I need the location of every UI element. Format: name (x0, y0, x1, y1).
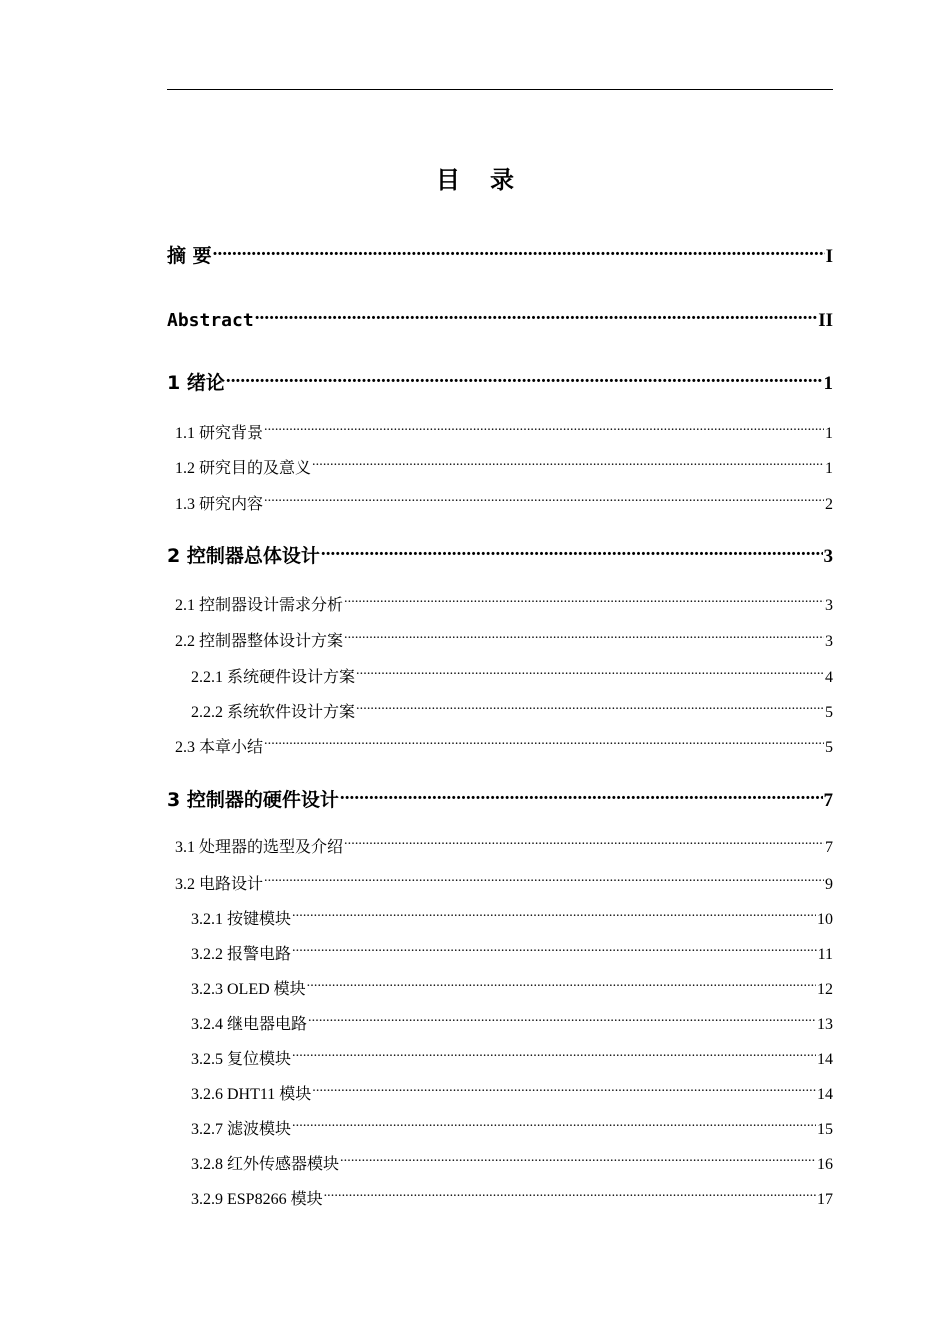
dot-leader (307, 976, 816, 994)
toc-entry-label: 1.2 研究目的及意义 (175, 460, 312, 478)
toc-entry-label: 3 控制器的硬件设计 (167, 788, 339, 811)
toc-entry-3-2-9[interactable] (167, 1186, 833, 1208)
dot-leader (213, 240, 825, 262)
toc-entry-label: 3.2.7 滤波模块 (191, 1121, 292, 1139)
toc-entry-page: 10 (817, 911, 833, 929)
dot-leader (308, 1011, 816, 1029)
toc-entry-page: 12 (817, 981, 833, 999)
toc-entry-3-2-4[interactable] (167, 1011, 833, 1033)
toc-entry-3-2-8[interactable] (167, 1151, 833, 1173)
toc-entry-3-2-1[interactable] (167, 906, 833, 928)
toc-entry-page: 3 (825, 633, 833, 651)
toc-entry-page: 5 (825, 739, 833, 757)
dot-leader (340, 1151, 816, 1169)
toc-entry-label: 2 控制器总体设计 (167, 544, 320, 567)
dot-leader (292, 1116, 816, 1134)
toc-entry-page: 3 (825, 597, 833, 615)
toc-entry-page: 1 (823, 372, 833, 394)
toc-entry-page: 11 (817, 946, 833, 964)
toc-entry-page: 9 (825, 876, 833, 894)
toc-entry-page: 16 (817, 1156, 833, 1174)
toc-entry-label: Abstract (167, 309, 254, 331)
dot-leader (324, 1186, 816, 1204)
toc-entry-label: 3.1 处理器的选型及介绍 (175, 839, 344, 857)
toc-entry-label: 3.2.5 复位模块 (191, 1051, 292, 1069)
toc-entry-3-1[interactable] (167, 834, 833, 856)
dot-leader (264, 734, 824, 752)
toc-entry-page: 14 (817, 1051, 833, 1069)
toc-entry-page: 3 (823, 545, 833, 567)
toc-entry-page: 15 (817, 1121, 833, 1139)
toc-entry-label: 3.2.6 DHT11 模块 (191, 1086, 312, 1104)
toc-entry-2-2-1[interactable] (167, 664, 833, 686)
toc-entry-label: 1.1 研究背景 (175, 425, 264, 443)
toc-entry-page: 1 (825, 460, 833, 478)
toc-entry-label: 3.2.1 按键模块 (191, 911, 292, 929)
dot-leader (344, 592, 824, 610)
toc-entry-3-2-6[interactable] (167, 1081, 833, 1103)
dot-leader (312, 455, 824, 473)
dot-leader (292, 941, 817, 959)
toc-entry-3-2-3[interactable] (167, 976, 833, 998)
toc-entry-label: 2.2 控制器整体设计方案 (175, 633, 344, 651)
dot-leader (321, 540, 823, 562)
dot-leader (292, 1046, 816, 1064)
toc-entry-label: 3.2.4 继电器电路 (191, 1016, 308, 1034)
toc-entry-abstract-cn[interactable] (167, 240, 833, 267)
toc-entry-page: 13 (817, 1016, 833, 1034)
toc-entry-chapter-1[interactable] (167, 367, 833, 394)
dot-leader (264, 491, 824, 509)
dot-leader (340, 784, 823, 806)
dot-leader (255, 304, 818, 326)
dot-leader (344, 834, 824, 852)
toc-entry-1-3[interactable] (167, 491, 833, 513)
toc-entry-page: 17 (817, 1191, 833, 1209)
toc-entry-chapter-3[interactable] (167, 784, 833, 811)
toc-entry-label: 3.2.8 红外传感器模块 (191, 1156, 340, 1174)
toc-entry-3-2[interactable] (167, 871, 833, 893)
dot-leader (292, 906, 816, 924)
dot-leader (226, 367, 823, 389)
toc-entry-label: 2.2.1 系统硬件设计方案 (191, 669, 356, 687)
toc-entry-page: 4 (825, 669, 833, 687)
dot-leader (344, 628, 824, 646)
toc-entry-abstract-en[interactable] (167, 304, 833, 331)
toc-entry-page: 7 (823, 789, 833, 811)
toc-entry-label: 3.2.3 OLED 模块 (191, 981, 306, 999)
toc-entry-2-2[interactable] (167, 628, 833, 650)
toc-entry-page: 14 (817, 1086, 833, 1104)
toc-entry-label: 3.2.9 ESP8266 模块 (191, 1191, 323, 1209)
toc-entry-label: 2.3 本章小结 (175, 739, 264, 757)
toc-entry-1-2[interactable] (167, 455, 833, 477)
toc-entry-page: 1 (825, 425, 833, 443)
toc-entry-page: 2 (825, 496, 833, 514)
dot-leader (312, 1081, 816, 1099)
toc-entry-page: 7 (825, 839, 833, 857)
toc-entry-1-1[interactable] (167, 420, 833, 442)
toc-entry-label: 3.2 电路设计 (175, 876, 264, 894)
toc-title: 目 录 (436, 166, 525, 194)
toc-entry-chapter-2[interactable] (167, 540, 833, 567)
toc-entry-page: I (825, 245, 833, 267)
toc-entry-page: II (818, 309, 833, 331)
toc-entry-label: 3.2.2 报警电路 (191, 946, 292, 964)
toc-entry-label: 1 绪论 (167, 371, 225, 394)
toc-entry-label: 1.3 研究内容 (175, 496, 264, 514)
toc-entry-3-2-7[interactable] (167, 1116, 833, 1138)
dot-leader (356, 664, 824, 682)
toc-entry-3-2-2[interactable] (167, 941, 833, 963)
toc-entry-3-2-5[interactable] (167, 1046, 833, 1068)
toc-entry-page: 5 (825, 704, 833, 722)
toc-entry-2-3[interactable] (167, 734, 833, 756)
toc-entry-2-2-2[interactable] (167, 699, 833, 721)
dot-leader (264, 420, 824, 438)
toc-entry-label: 摘 要 (167, 244, 212, 267)
toc-entry-label: 2.1 控制器设计需求分析 (175, 597, 344, 615)
header-rule (167, 89, 833, 90)
dot-leader (356, 699, 824, 717)
toc-entry-label: 2.2.2 系统软件设计方案 (191, 704, 356, 722)
dot-leader (264, 871, 824, 889)
toc-entry-2-1[interactable] (167, 592, 833, 614)
